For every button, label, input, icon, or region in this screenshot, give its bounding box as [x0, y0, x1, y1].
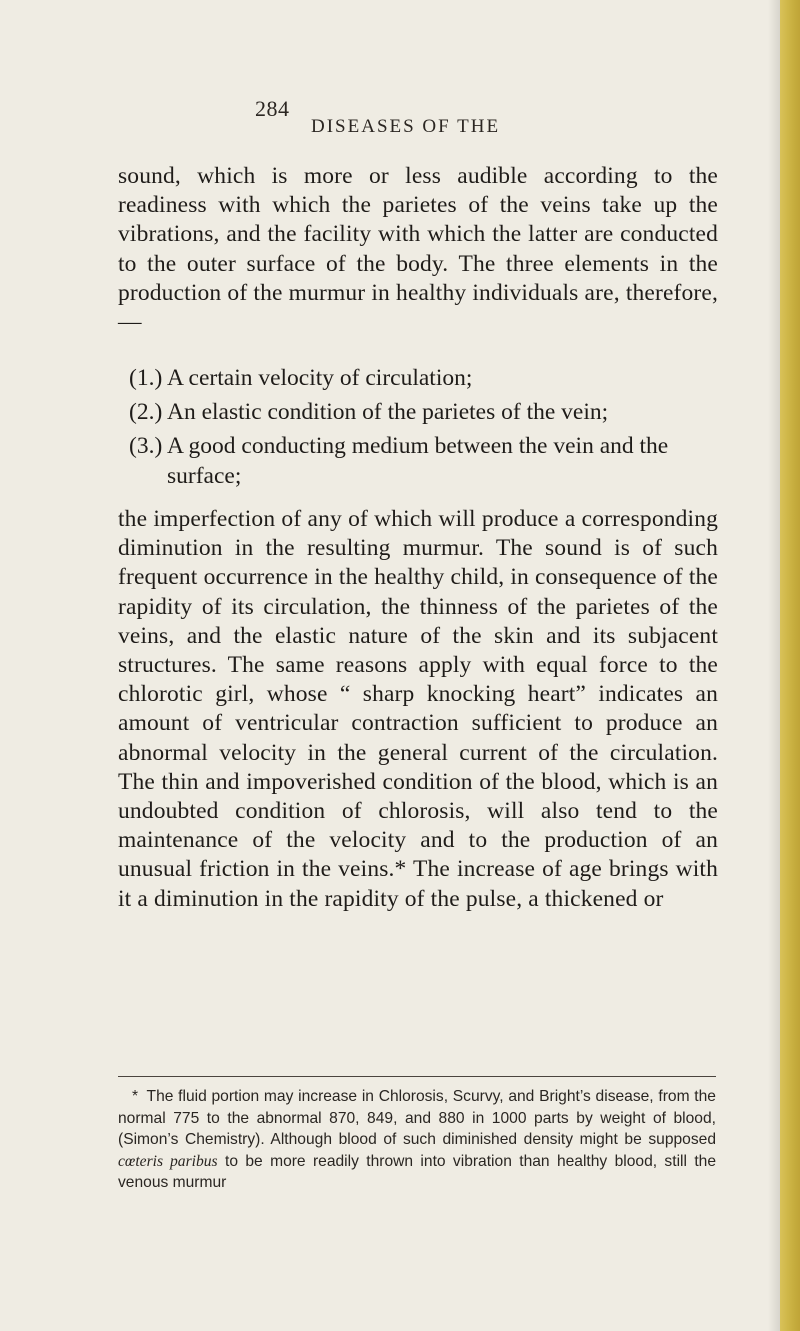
list-item	[118, 432, 718, 490]
list-item	[118, 398, 718, 427]
book-binding-edge	[780, 0, 800, 1331]
footnote-text-end: to be more readily thrown into vibration than healthy blood, still the venous murmur	[118, 1152, 716, 1192]
footnote	[118, 1086, 716, 1194]
footnote-text: The fluid portion may increase in Chlorosis, Scurvy, and Bright’s disease, from the normal 775 to the abnormal 870, 849, and 880 in 1000 parts by weight of blood, (Simon’s Chemistry). Although blood of such diminished density might be supposed	[118, 1088, 716, 1149]
list-item-number: (3.)	[129, 433, 163, 460]
elements-list	[118, 364, 718, 496]
paragraph-intro: sound, which is more or less audible according to the readiness with which the parietes of the veins take up the vibrations, and the facility with which the latter are conducted to the outer surface of the body. The three elements in the production of the murmur in healthy individuals are, therefore,—	[118, 163, 718, 336]
list-item-text: A good conducting medium between the vein and the surface;	[167, 433, 669, 489]
footnote-italic-phrase: cœteris paribus	[118, 1152, 218, 1170]
list-item-number: (1.)	[129, 365, 163, 391]
list-item-number: (2.)	[129, 399, 163, 426]
footnote-divider	[118, 1076, 716, 1077]
list-item-text: A certain velocity of circulation;	[167, 365, 473, 391]
running-head: DISEASES OF THE	[311, 116, 501, 137]
list-item-text: An elastic condition of the parietes of the vein;	[167, 399, 609, 426]
list-item	[118, 364, 718, 393]
binding-shadow	[768, 0, 780, 1331]
paragraph-main: the imperfection of any of which will produce a corresponding diminution in the resulting murmur. The sound is of such frequent occurrence in the healthy child, in consequence of the rapidity of its circulation, the thinness of the parietes of the veins, and the elastic nature of the skin and its subjacent structures. The same reasons apply with equal force to the chlorotic girl, whose “ sharp knocking heart” indicates an amount of ventricular contraction sufficient to produce an abnormal velocity in the general current of the circulation. The thin and impoverished condition of the blood, which is an undoubted condition of chlorosis, will also tend to the maintenance of the velocity and to the production of an unusual friction in the veins.* The increase of age brings with it a diminution in the rapidity of the pulse, a thickened or	[118, 506, 718, 912]
page-number: 284	[255, 96, 290, 121]
footnote-marker: *	[132, 1088, 139, 1105]
